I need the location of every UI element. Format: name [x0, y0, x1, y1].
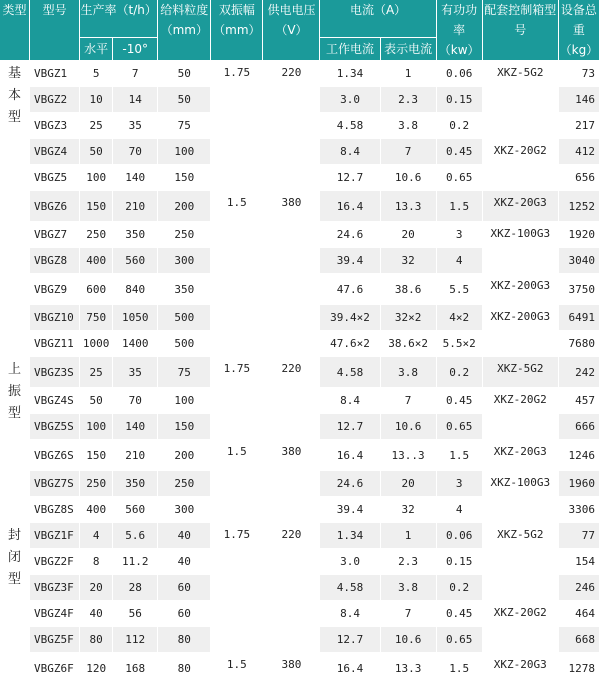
work-current-cell: 24.6 — [320, 222, 380, 248]
weight-cell: 3306 — [559, 497, 600, 523]
meter-current-cell: 3.8 — [381, 357, 437, 388]
rate-minus10-cell: 840 — [113, 274, 158, 305]
work-current-cell: 4.58 — [320, 575, 380, 601]
rate-horizontal-cell: 1000 — [80, 331, 113, 357]
model-cell: VBGZ10 — [30, 305, 80, 331]
work-current-cell: 12.7 — [320, 414, 380, 440]
meter-current-cell: 7 — [381, 139, 437, 165]
type-cell: 基本型 — [0, 61, 30, 357]
work-current-cell: 16.4 — [320, 440, 380, 471]
amplitude-cell: 1.75 — [211, 357, 263, 440]
meter-current-cell: 10.6 — [381, 627, 437, 653]
model-cell: VBGZ8S — [30, 497, 80, 523]
power-cell: 0.2 — [437, 113, 483, 139]
header-rate: 生产率（t/h） — [80, 0, 158, 38]
meter-current-cell: 13.3 — [381, 653, 437, 684]
model-cell: VBGZ7 — [30, 222, 80, 248]
feed-size-cell: 500 — [158, 305, 211, 331]
work-current-cell: 4.58 — [320, 113, 380, 139]
controller-cell: XKZ-5G2 — [483, 523, 559, 601]
amplitude-cell: 1.5 — [211, 191, 263, 357]
meter-current-cell: 3.8 — [381, 113, 437, 139]
weight-cell: 3750 — [559, 274, 600, 305]
power-cell: 1.5 — [437, 653, 483, 684]
weight-cell: 1252 — [559, 191, 600, 222]
model-cell: VBGZ4F — [30, 601, 80, 627]
work-current-cell: 16.4 — [320, 653, 380, 684]
table-body — [0, 61, 600, 684]
model-cell: VBGZ3 — [30, 113, 80, 139]
weight-cell: 1278 — [559, 653, 600, 684]
type-cell: 封闭型 — [0, 523, 30, 684]
work-current-cell: 39.4×2 — [320, 305, 380, 331]
model-cell: VBGZ6F — [30, 653, 80, 684]
header-current-work: 工作电流 — [320, 38, 380, 61]
controller-cell: XKZ-20G3 — [483, 440, 559, 471]
controller-cell: XKZ-20G2 — [483, 139, 559, 191]
work-current-cell: 39.4 — [320, 497, 380, 523]
meter-current-cell: 32 — [381, 497, 437, 523]
model-cell: VBGZ7S — [30, 471, 80, 497]
power-cell: 0.15 — [437, 549, 483, 575]
feed-size-cell: 250 — [158, 471, 211, 497]
table-row — [0, 357, 600, 388]
power-cell: 0.45 — [437, 139, 483, 165]
feed-size-cell: 80 — [158, 627, 211, 653]
power-cell: 3 — [437, 222, 483, 248]
rate-minus10-cell: 7 — [113, 61, 158, 87]
controller-cell: XKZ-5G2 — [483, 61, 559, 139]
feed-size-cell: 150 — [158, 414, 211, 440]
weight-cell: 464 — [559, 601, 600, 627]
model-cell: VBGZ8 — [30, 248, 80, 274]
weight-cell: 1920 — [559, 222, 600, 248]
power-cell: 0.06 — [437, 523, 483, 549]
rate-horizontal-cell: 600 — [80, 274, 113, 305]
weight-cell: 146 — [559, 87, 600, 113]
rate-minus10-cell: 5.6 — [113, 523, 158, 549]
power-cell: 5.5×2 — [437, 331, 483, 357]
rate-horizontal-cell: 4 — [80, 523, 113, 549]
rate-minus10-cell: 70 — [113, 388, 158, 414]
weight-cell: 7680 — [559, 331, 600, 357]
feed-size-cell: 250 — [158, 222, 211, 248]
feed-size-cell: 150 — [158, 165, 211, 191]
meter-current-cell: 2.3 — [381, 549, 437, 575]
header-current: 电流（A） — [320, 0, 436, 38]
work-current-cell: 1.34 — [320, 61, 380, 87]
model-cell: VBGZ3F — [30, 575, 80, 601]
power-cell: 0.65 — [437, 627, 483, 653]
power-cell: 4×2 — [437, 305, 483, 331]
model-cell: VBGZ4S — [30, 388, 80, 414]
meter-current-cell: 32×2 — [381, 305, 437, 331]
rate-horizontal-cell: 400 — [80, 497, 113, 523]
meter-current-cell: 13..3 — [381, 440, 437, 471]
feed-size-cell: 100 — [158, 388, 211, 414]
power-cell: 0.06 — [437, 61, 483, 87]
rate-minus10-cell: 28 — [113, 575, 158, 601]
rate-minus10-cell: 560 — [113, 497, 158, 523]
meter-current-cell: 1 — [381, 523, 437, 549]
meter-current-cell: 20 — [381, 471, 437, 497]
rate-horizontal-cell: 400 — [80, 248, 113, 274]
meter-current-cell: 13.3 — [381, 191, 437, 222]
rate-minus10-cell: 140 — [113, 414, 158, 440]
header-controller: 配套控制箱型号 — [483, 0, 559, 61]
power-cell: 0.65 — [437, 165, 483, 191]
controller-cell: XKZ-20G3 — [483, 653, 559, 684]
work-current-cell: 39.4 — [320, 248, 380, 274]
power-cell: 4 — [437, 248, 483, 274]
rate-horizontal-cell: 80 — [80, 627, 113, 653]
controller-cell: XKZ-20G2 — [483, 601, 559, 653]
model-cell: VBGZ1F — [30, 523, 80, 549]
feed-size-cell: 75 — [158, 357, 211, 388]
header-type: 类型 — [0, 0, 30, 61]
rate-minus10-cell: 14 — [113, 87, 158, 113]
meter-current-cell: 7 — [381, 388, 437, 414]
rate-horizontal-cell: 50 — [80, 139, 113, 165]
rate-horizontal-cell: 100 — [80, 165, 113, 191]
weight-cell: 73 — [559, 61, 600, 87]
model-cell: VBGZ6 — [30, 191, 80, 222]
rate-horizontal-cell: 25 — [80, 357, 113, 388]
header-rate-horizontal: 水平 — [80, 38, 113, 61]
rate-minus10-cell: 210 — [113, 440, 158, 471]
feed-size-cell: 200 — [158, 440, 211, 471]
rate-horizontal-cell: 5 — [80, 61, 113, 87]
model-cell: VBGZ6S — [30, 440, 80, 471]
feed-size-cell: 300 — [158, 248, 211, 274]
work-current-cell: 47.6 — [320, 274, 380, 305]
model-cell: VBGZ5 — [30, 165, 80, 191]
weight-cell: 77 — [559, 523, 600, 549]
rate-horizontal-cell: 100 — [80, 414, 113, 440]
meter-current-cell: 38.6×2 — [381, 331, 437, 357]
rate-horizontal-cell: 750 — [80, 305, 113, 331]
table-row — [0, 191, 600, 222]
meter-current-cell: 20 — [381, 222, 437, 248]
rate-minus10-cell: 70 — [113, 139, 158, 165]
work-current-cell: 8.4 — [320, 601, 380, 627]
rate-minus10-cell: 350 — [113, 471, 158, 497]
rate-horizontal-cell: 150 — [80, 191, 113, 222]
voltage-cell: 380 — [263, 191, 320, 357]
voltage-cell: 220 — [263, 523, 320, 653]
voltage-cell: 380 — [263, 653, 320, 684]
amplitude-cell: 1.75 — [211, 61, 263, 191]
rate-minus10-cell: 112 — [113, 627, 158, 653]
amplitude-cell: 1.75 — [211, 523, 263, 653]
controller-cell: XKZ-20G3 — [483, 191, 559, 222]
header-feed-size: 给料粒度（mm） — [158, 0, 211, 61]
rate-minus10-cell: 1050 — [113, 305, 158, 331]
power-cell: 3 — [437, 471, 483, 497]
controller-cell: XKZ-200G3 — [483, 274, 559, 305]
controller-cell: XKZ-100G3 — [483, 222, 559, 274]
power-cell: 5.5 — [437, 274, 483, 305]
work-current-cell: 8.4 — [320, 139, 380, 165]
feed-size-cell: 500 — [158, 331, 211, 357]
weight-cell: 412 — [559, 139, 600, 165]
rate-horizontal-cell: 20 — [80, 575, 113, 601]
meter-current-cell: 10.6 — [381, 414, 437, 440]
rate-horizontal-cell: 120 — [80, 653, 113, 684]
rate-horizontal-cell: 25 — [80, 113, 113, 139]
meter-current-cell: 1 — [381, 61, 437, 87]
amplitude-cell: 1.5 — [211, 440, 263, 523]
work-current-cell: 12.7 — [320, 165, 380, 191]
header-voltage: 供电电压（V） — [263, 0, 320, 61]
header-power: 有功功率（kw） — [437, 0, 483, 61]
rate-minus10-cell: 11.2 — [113, 549, 158, 575]
weight-cell: 217 — [559, 113, 600, 139]
work-current-cell: 24.6 — [320, 471, 380, 497]
controller-cell: XKZ-20G2 — [483, 388, 559, 440]
header-model: 型号 — [30, 0, 80, 61]
model-cell: VBGZ11 — [30, 331, 80, 357]
header-current-meter: 表示电流 — [381, 38, 437, 61]
table-row — [0, 61, 600, 87]
header-weight: 设备总重（kg） — [559, 0, 600, 61]
weight-cell: 242 — [559, 357, 600, 388]
work-current-cell: 16.4 — [320, 191, 380, 222]
feed-size-cell: 350 — [158, 274, 211, 305]
model-cell: VBGZ4 — [30, 139, 80, 165]
voltage-cell: 220 — [263, 357, 320, 440]
rate-horizontal-cell: 40 — [80, 601, 113, 627]
feed-size-cell: 100 — [158, 139, 211, 165]
work-current-cell: 3.0 — [320, 549, 380, 575]
feed-size-cell: 50 — [158, 61, 211, 87]
rate-minus10-cell: 210 — [113, 191, 158, 222]
work-current-cell: 12.7 — [320, 627, 380, 653]
weight-cell: 1246 — [559, 440, 600, 471]
power-cell: 0.15 — [437, 87, 483, 113]
meter-current-cell: 10.6 — [381, 165, 437, 191]
feed-size-cell: 40 — [158, 549, 211, 575]
meter-current-cell: 2.3 — [381, 87, 437, 113]
rate-horizontal-cell: 250 — [80, 471, 113, 497]
work-current-cell: 3.0 — [320, 87, 380, 113]
table-row — [0, 653, 600, 684]
feed-size-cell: 60 — [158, 575, 211, 601]
voltage-cell: 220 — [263, 61, 320, 191]
rate-minus10-cell: 168 — [113, 653, 158, 684]
power-cell: 1.5 — [437, 191, 483, 222]
rate-horizontal-cell: 10 — [80, 87, 113, 113]
rate-minus10-cell: 350 — [113, 222, 158, 248]
feed-size-cell: 300 — [158, 497, 211, 523]
feed-size-cell: 60 — [158, 601, 211, 627]
feed-size-cell: 75 — [158, 113, 211, 139]
rate-minus10-cell: 1400 — [113, 331, 158, 357]
power-cell: 1.5 — [437, 440, 483, 471]
work-current-cell: 47.6×2 — [320, 331, 380, 357]
model-cell: VBGZ9 — [30, 274, 80, 305]
feed-size-cell: 80 — [158, 653, 211, 684]
feed-size-cell: 50 — [158, 87, 211, 113]
model-cell: VBGZ1 — [30, 61, 80, 87]
power-cell: 0.65 — [437, 414, 483, 440]
rate-minus10-cell: 140 — [113, 165, 158, 191]
header-amplitude: 双振幅（mm） — [211, 0, 263, 61]
rate-minus10-cell: 35 — [113, 357, 158, 388]
weight-cell: 154 — [559, 549, 600, 575]
controller-cell: XKZ-100G3 — [483, 471, 559, 523]
meter-current-cell: 7 — [381, 601, 437, 627]
rate-minus10-cell: 560 — [113, 248, 158, 274]
feed-size-cell: 200 — [158, 191, 211, 222]
meter-current-cell: 3.8 — [381, 575, 437, 601]
rate-horizontal-cell: 50 — [80, 388, 113, 414]
controller-cell: XKZ-200G3 — [483, 305, 559, 357]
meter-current-cell: 32 — [381, 248, 437, 274]
power-cell: 0.45 — [437, 601, 483, 627]
weight-cell: 1960 — [559, 471, 600, 497]
power-cell: 0.2 — [437, 575, 483, 601]
model-cell: VBGZ5S — [30, 414, 80, 440]
controller-cell: XKZ-5G2 — [483, 357, 559, 388]
weight-cell: 246 — [559, 575, 600, 601]
meter-current-cell: 38.6 — [381, 274, 437, 305]
rate-minus10-cell: 35 — [113, 113, 158, 139]
type-cell: 上振型 — [0, 357, 30, 523]
amplitude-cell: 1.5 — [211, 653, 263, 684]
power-cell: 4 — [437, 497, 483, 523]
weight-cell: 3040 — [559, 248, 600, 274]
work-current-cell: 8.4 — [320, 388, 380, 414]
weight-cell: 6491 — [559, 305, 600, 331]
weight-cell: 668 — [559, 627, 600, 653]
rate-minus10-cell: 56 — [113, 601, 158, 627]
model-cell: VBGZ3S — [30, 357, 80, 388]
work-current-cell: 4.58 — [320, 357, 380, 388]
weight-cell: 656 — [559, 165, 600, 191]
model-cell: VBGZ2F — [30, 549, 80, 575]
rate-horizontal-cell: 8 — [80, 549, 113, 575]
model-cell: VBGZ2 — [30, 87, 80, 113]
table-row — [0, 440, 600, 471]
rate-horizontal-cell: 150 — [80, 440, 113, 471]
table-row — [0, 523, 600, 549]
voltage-cell: 380 — [263, 440, 320, 523]
header-rate-minus10: -10° — [113, 38, 158, 61]
weight-cell: 457 — [559, 388, 600, 414]
power-cell: 0.45 — [437, 388, 483, 414]
weight-cell: 666 — [559, 414, 600, 440]
power-cell: 0.2 — [437, 357, 483, 388]
model-cell: VBGZ5F — [30, 627, 80, 653]
work-current-cell: 1.34 — [320, 523, 380, 549]
feed-size-cell: 40 — [158, 523, 211, 549]
rate-horizontal-cell: 250 — [80, 222, 113, 248]
